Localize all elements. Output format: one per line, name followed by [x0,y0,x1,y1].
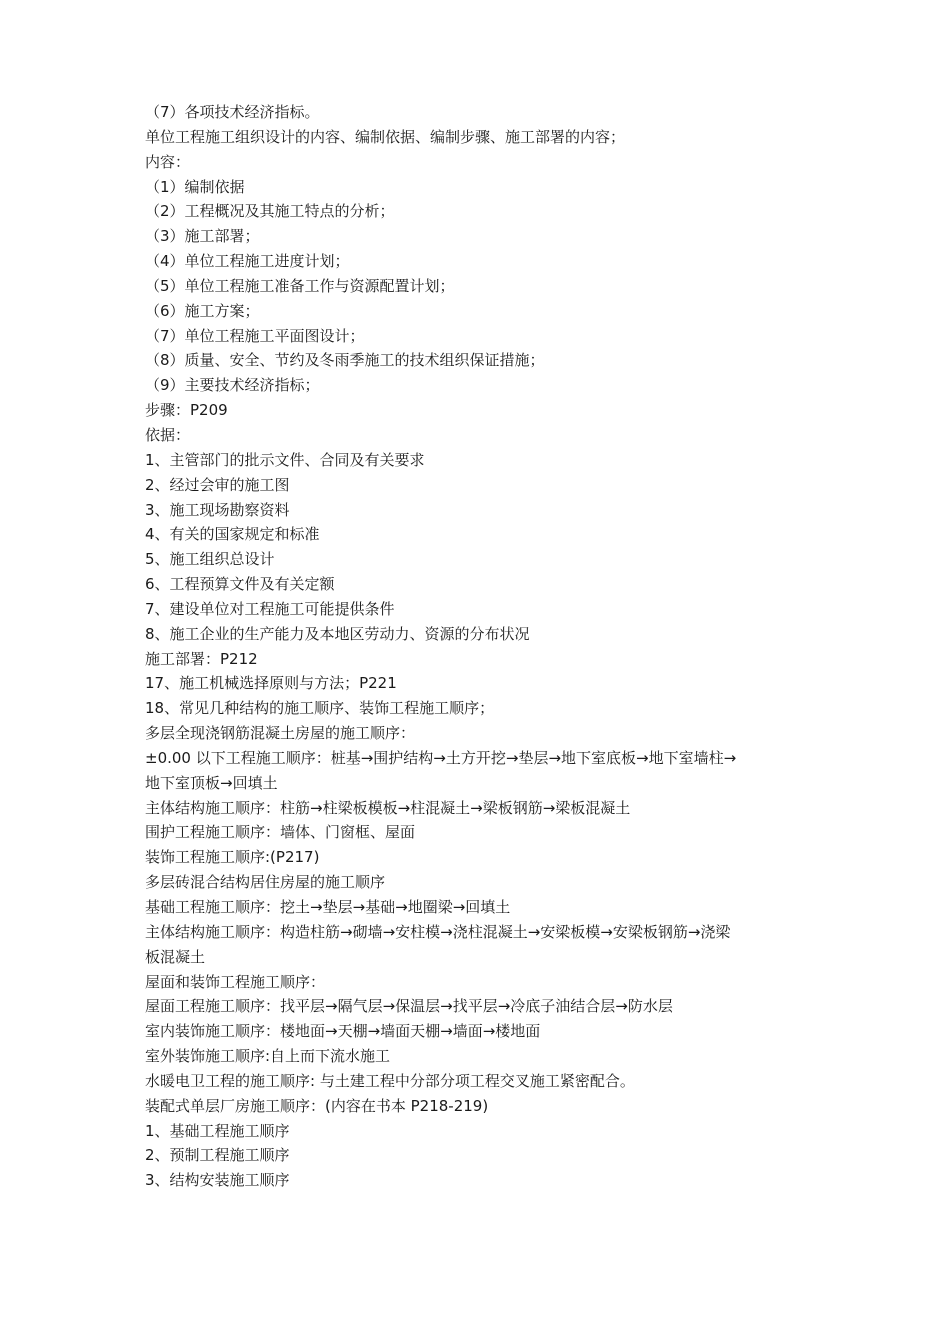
list-item: 7、建设单位对工程施工可能提供条件 [145,599,395,618]
text-line: 主体结构施工顺序：柱筋→柱梁板模板→柱混凝土→梁板钢筋→梁板混凝土 [145,798,631,817]
section-heading: 施工部署：P212 [145,649,258,668]
list-item: （3）施工部署； [145,227,260,246]
list-item: 3、结构安装施工顺序 [145,1171,290,1190]
list-item: 8、施工企业的生产能力及本地区劳动力、资源的分布状况 [145,624,530,643]
section-heading: 多层砖混合结构居住房屋的施工顺序 [145,873,386,892]
list-item: （2）工程概况及其施工特点的分析； [145,202,395,221]
text-line: ±0.00 以下工程施工顺序：桩基→围护结构→土方开挖→垫层→地下室底板→地下室墙柱→ [145,748,737,767]
section-heading: 步骤：P209 [145,401,228,420]
section-heading: 多层全现浇钢筋混凝土房屋的施工顺序： [145,724,416,743]
section-heading: 内容： [145,152,191,171]
text-line: 18、常见几种结构的施工顺序、装饰工程施工顺序； [145,699,495,718]
text-line: 地下室顶板→回填土 [145,773,278,792]
list-item: 3、施工现场勘察资料 [145,500,290,519]
list-item: （5）单位工程施工准备工作与资源配置计划； [145,276,455,295]
list-item: 2、经过会审的施工图 [145,475,290,494]
text-line: 水暖电卫工程的施工顺序: 与土建工程中分部分项工程交叉施工紧密配合。 [145,1071,635,1090]
list-item: （8）质量、安全、节约及冬雨季施工的技术组织保证措施； [145,351,545,370]
text-line: 板混凝土 [145,947,206,966]
section-heading: 依据： [145,425,191,444]
text-line: 屋面工程施工顺序：找平层→隔气层→保温层→找平层→冷底子油结合层→防水层 [145,997,673,1016]
section-heading: 屋面和装饰工程施工顺序： [145,972,326,991]
document-body [145,100,825,1193]
text-line: 围护工程施工顺序：墙体、门窗框、屋面 [145,823,416,842]
list-item: 6、工程预算文件及有关定额 [145,575,335,594]
list-item: （7）单位工程施工平面图设计； [145,326,365,345]
text-line: 基础工程施工顺序：挖土→垫层→基础→地圈梁→回填土 [145,898,511,916]
section-heading: 装配式单层厂房施工顺序：(内容在书本 P218-219) [145,1096,489,1115]
list-item: 4、有关的国家规定和标准 [145,525,320,544]
text-line: 室外装饰施工顺序:自上而下流水施工 [145,1047,391,1066]
list-item: 1、基础工程施工顺序 [145,1121,290,1140]
list-item: （4）单位工程施工进度计划； [145,252,350,271]
text-line: 17、施工机械选择原则与方法；P221 [145,674,397,693]
list-item: （6）施工方案； [145,301,260,320]
list-item: 5、施工组织总设计 [145,550,275,569]
list-item: 1、主管部门的批示文件、合同及有关要求 [145,450,425,469]
text-line: 室内装饰施工顺序：楼地面→天棚→墙面天棚→墙面→楼地面 [145,1022,541,1041]
list-item: 2、预制工程施工顺序 [145,1146,290,1165]
list-item: （9）主要技术经济指标； [145,376,320,395]
text-line: 单位工程施工组织设计的内容、编制依据、编制步骤、施工部署的内容； [145,127,626,146]
text-line: 装饰工程施工顺序:(P217) [145,848,320,867]
list-item: （1）编制依据 [145,177,245,196]
text-line: 主体结构施工顺序：构造柱筋→砌墙→安柱模→浇柱混凝土→安梁板模→安梁板钢筋→浇梁 [145,922,731,941]
text-line: （7）各项技术经济指标。 [145,103,320,121]
